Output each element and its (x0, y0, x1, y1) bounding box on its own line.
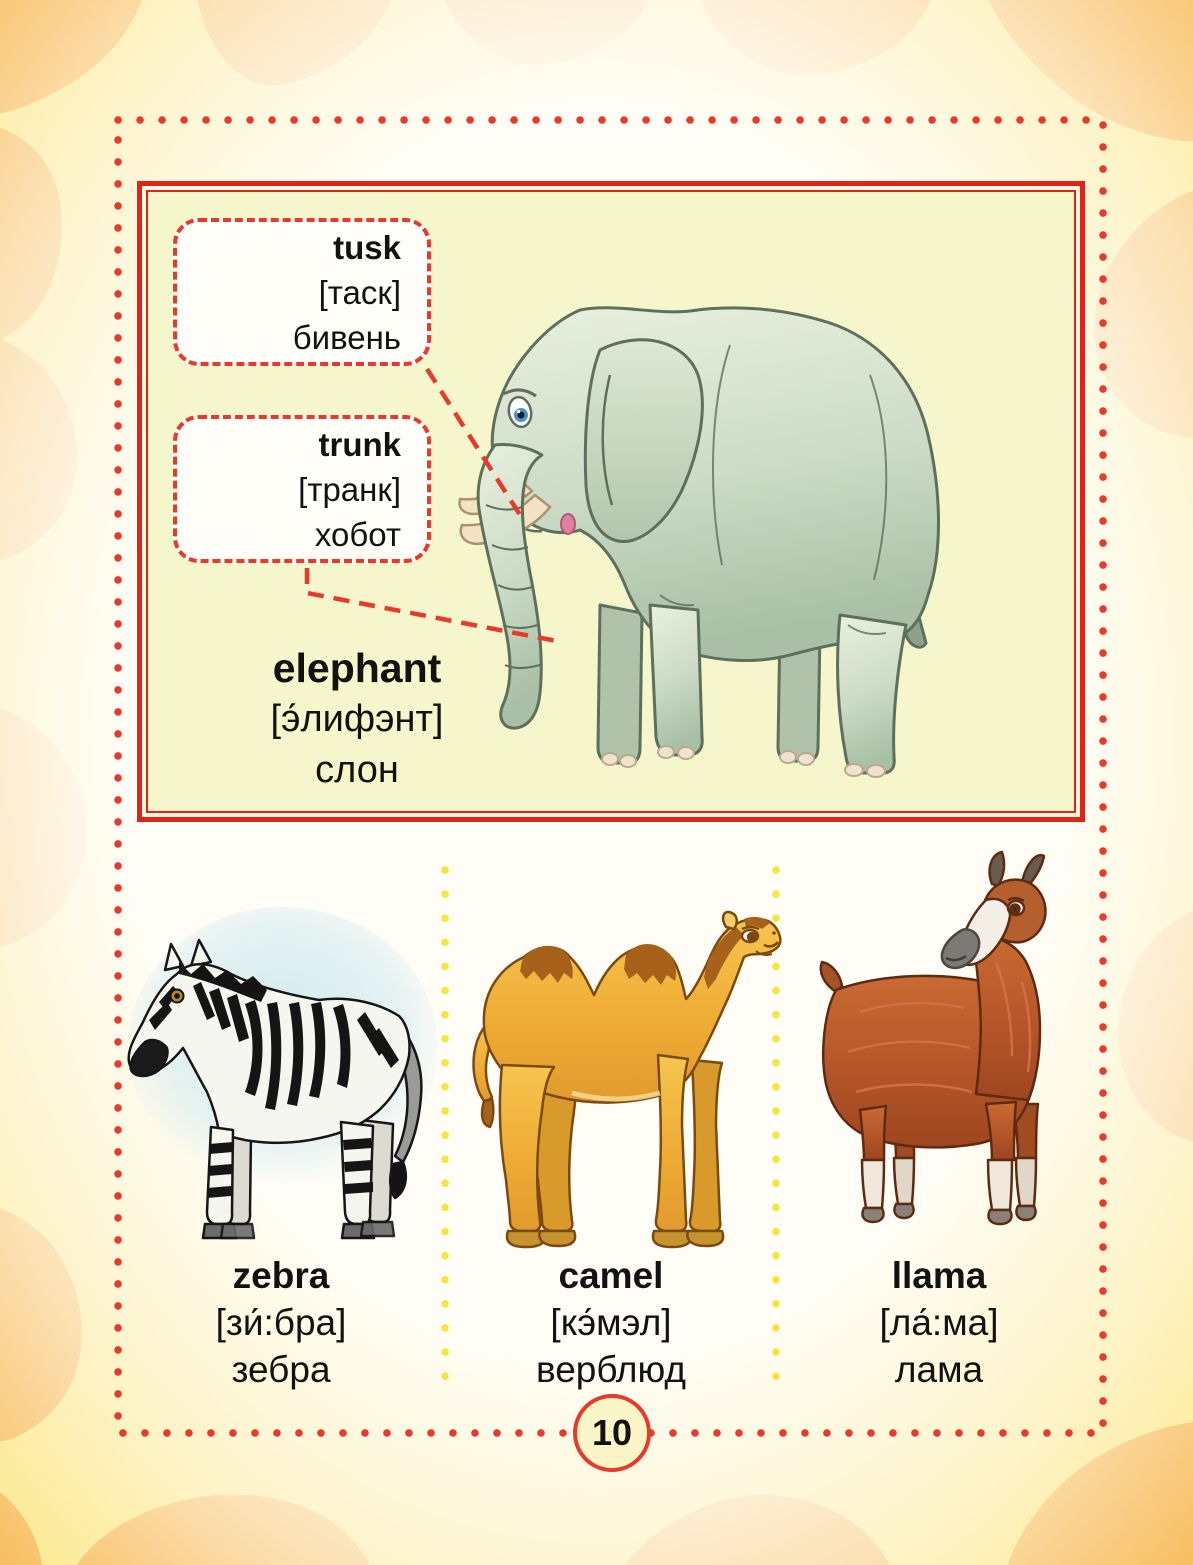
llama-illustration (800, 842, 1100, 1242)
page-number-badge (573, 1394, 651, 1472)
callout-word-ru: хобот (314, 515, 401, 553)
callout-trunk (173, 415, 431, 563)
entry-word-ru: слон (315, 749, 399, 791)
entry-elephant (157, 643, 557, 796)
callout-tusk (173, 218, 431, 366)
entry-word-en: camel (558, 1255, 664, 1296)
page-number: 10 (591, 1412, 633, 1453)
tusk-leader-line (427, 369, 522, 518)
trunk-leader-line (307, 568, 562, 642)
entry-transcription: [ла́:ма] (879, 1302, 999, 1343)
entry-llama (774, 1252, 1104, 1393)
callout-word-ru: бивень (292, 318, 401, 356)
elephant-card (137, 181, 1085, 822)
callout-transcription: [таск] (318, 273, 401, 311)
entry-zebra (116, 1252, 446, 1393)
callout-word-en: trunk (318, 425, 401, 463)
zebra-illustration (115, 882, 445, 1252)
entry-word-en: llama (891, 1255, 987, 1296)
entry-word-en: elephant (272, 645, 442, 691)
entry-word-ru: лама (894, 1349, 984, 1390)
camel-illustration (462, 895, 782, 1250)
entry-word-ru: зебра (231, 1349, 331, 1390)
callout-transcription: [транк] (298, 470, 401, 508)
entry-camel (446, 1252, 776, 1393)
entry-word-en: zebra (232, 1255, 330, 1296)
callout-word-en: tusk (333, 228, 401, 266)
entry-transcription: [э́лифэнт] (270, 698, 444, 740)
entry-word-ru: верблюд (535, 1349, 687, 1390)
entry-transcription: [зи́:бра] (215, 1302, 347, 1343)
entry-transcription: [кэ́мэл] (550, 1302, 672, 1343)
